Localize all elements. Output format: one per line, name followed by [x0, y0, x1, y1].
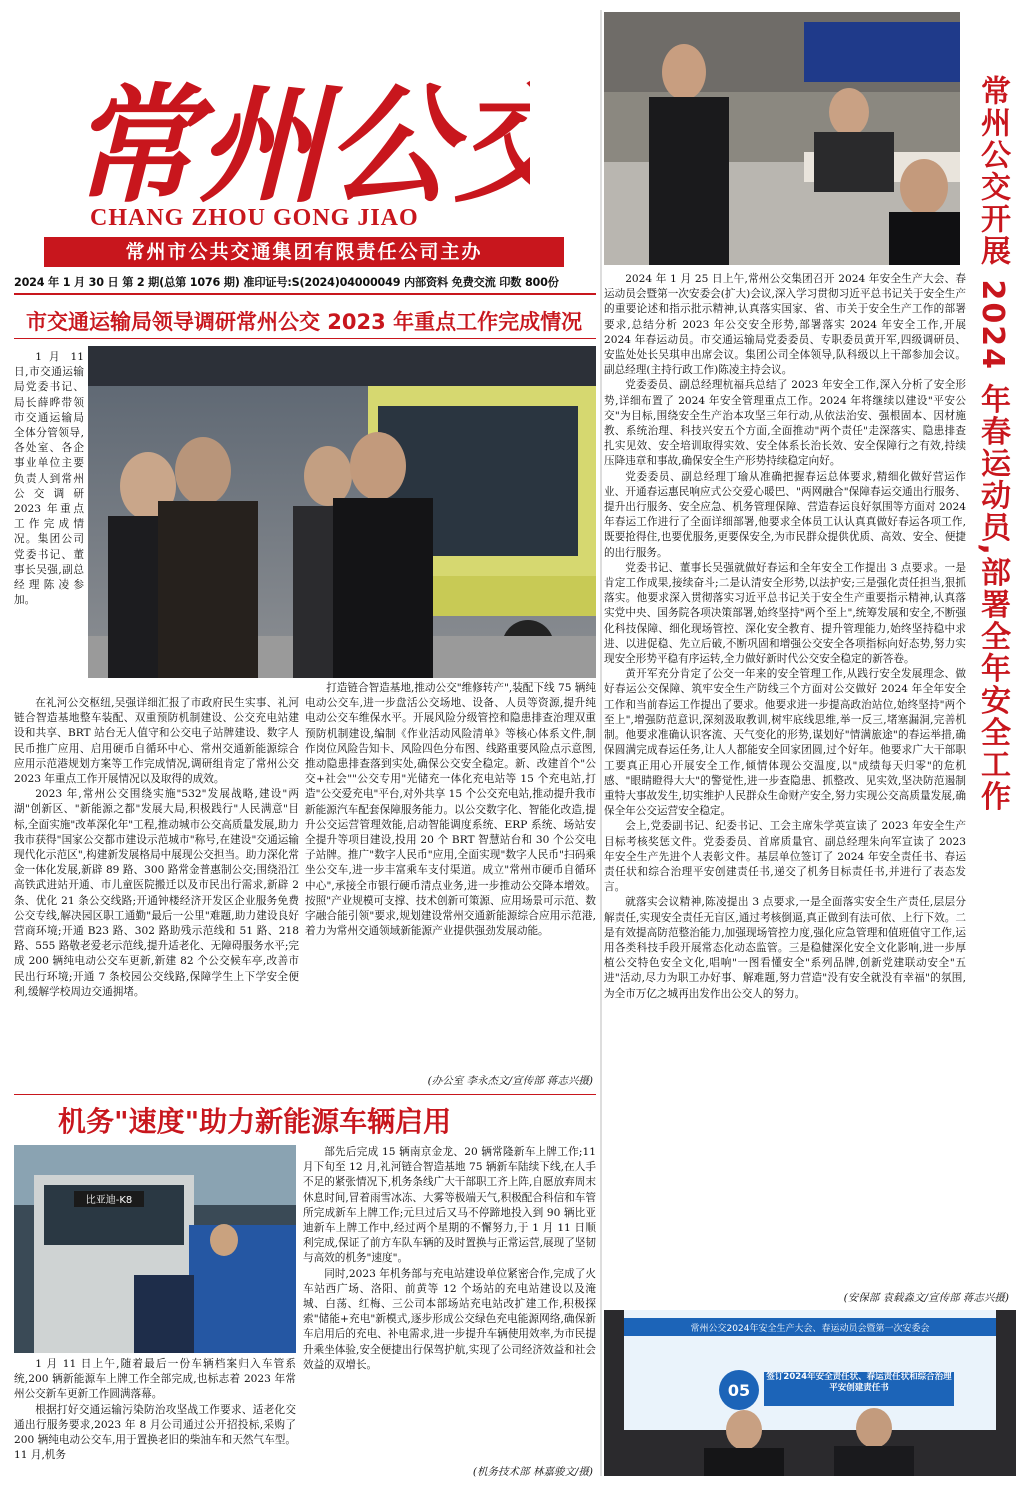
- article1-col1-p1: 在礼河公交枢纽,吴强详细汇报了市政府民生实事、礼河链合智造基地整车装配、双重预防机制建设、公交充电站建设和共享、BRT 站台无人值守和公交电子站牌建设、数字人民币推广应用、启用硬币自循环中心、常州交通新能源综合应用示范港规划方案等工作完成情况,调研组肯定了常州公交 2023 年重点工作开展情况以及取得的成效。: [14, 697, 299, 786]
- article2-col2-p1: 部先后完成 15 辆南京金龙、20 辆常隆新车上牌工作;11 月下旬至 12 月,礼河链合智造基地 75 辆新车陆续下线,在人手不足的紧张情况下,机务条线广大干部职工齐上阵,自愿放弃周末休息时间,冒着雨雪冰冻、大雾等极端天气,积极配合科信和车管所完成新车上牌工作;元旦过后又马不停蹄地投入到 90 辆比亚迪新车上牌工作中,经过两个星期的不懈努力,于 1 月 11 日顺利完成,保证了前方车队车辆的及时置换与正常运营,展现了坚韧与高效的机务"速度"。: [303, 1146, 596, 1265]
- article3-p1: 2024 年 1 月 25 日上午,常州公交集团召开 2024 年安全生产大会、春运动员会暨第一次安委会(扩大)会议,深入学习贯彻习近平总书记关于安全生产的重要论述和指示批示精神,认真落实国家、省、市关于安全生产工作的部署要求,总结分析 2023 年公交安全形势,部署落实 2024 年安全工作,开展 2024 年春运动员。市交通运输局党委委员、专职委员黄开军,四级调研员、安监处处长吴琪申出席会议。集团公司全体领导,队科级以上干部参加会议。副总经理(主持行政工作)陈凌主持会议。: [604, 273, 966, 377]
- article1-col2-p1: 打造链合智造基地,推动公交"维修转产",装配下线 75 辆纯电动公交车,进一步盘活公交场地、设备、人员等资源,提升纯电动公交车维保水平。开展风险分级管控和隐患排查治理双重预防机制建设,编制《作业活动风险清单》等核心体系文件,制作岗位风险告知卡、风险四色分布图、线路重要风险点示意图,推动隐患排查落到实处,确保公交安全稳定。新、改建首个"公交+社会""公交专用"光储充一体化充电站等 15 个充电站,打造"公交爱充电"平台,对外共享 15 个公交充电站,推动提升我市新能源汽车配套保障服务能力。以公交数字化、智能化改造,提升公交运营管理效能,启动智能调度系统、ERP 系统、场站安全提升等项目建设,投用 20 个 BRT 智慧站台和 30 个公交电子站牌。推广"数字人民币"应用,全面实现"数字人民币"扫码乘坐公交车,进一步丰富乘车支付渠道。成立"常州市硬币自循环中心",承接全市银行硬币清点业务,进一步推动公交降本增效。按照"产业规模可支撑、技术创新可策源、应用场景可示范、数字融合能引领"要求,规划建设常州交通新能源综合应用示范港,着力为常州交通领域新能源产业提供强劲发展动能。: [305, 682, 596, 938]
- article3-p4: 党委书记、董事长吴强就做好春运和全年安全工作提出 3 点要求。一是肯定工作成果,接续奋斗;二是认清安全形势,以法护安;三是强化责任担当,狠抓落实。他要求深入贯彻落实习近平总书记关于安全生产重要指示精神,认真落实党中央、国务院各项决策部署,始终坚持"两个至上",统筹发展和安全,不断强化科技保障、细化现场管控、深化安全教育、提升管理能力,始终坚持稳中求进、以进促稳、先立后破,不断巩固和增强公交安全各项指标向好态势,努力实现安全形势平稳有序运转,全力做好新时代公交安全稳定的新答卷。: [604, 561, 966, 666]
- article3-body: [604, 272, 966, 1282]
- publisher-banner: 常州市公共交通集团有限责任公司主办: [44, 237, 564, 267]
- masthead-pinyin: CHANG ZHOU GONG JIAO: [90, 205, 419, 231]
- article1-col1-p2: 2023 年,常州公交围绕实施"532"发展战略,建设"两湖"创新区、"新能源之都"发展大局,积极践行"人民满意"目标,全面实施"改革深化年"工程,推动城市公交高质量发展,助力我市获得"国家公交都市建设示范城市"称号,在建设"交通运输现代化示范区",构建新发展格局中展现公交担当。助力深化常金一体化发展,新辟 89 路、300 路常金普惠制公交;围绕沿江高铁武进站开通、市儿童医院搬迁以及市民出行需求,新辟 2 条、优化 21 条公交线路;开通钟楼经济开发区企业服务免费公交专线,解决园区职工通勤"最后一公里"难题,助力建设良好营商环境;开通 B23 路、302 路助残示范线和 51 路、218 路、555 路敬老爱老示范线,提升适老化、无障碍服务水平;完成 200 辆纯电动公交车更新,新建 82 个公交候车亭,改善市民出行环境;开通 7 条校园公交线路,保障学生上下学安全便利,缓解学校周边交通拥堵。: [14, 788, 299, 998]
- bus-sign: 比亚迪-K8: [85, 1195, 133, 1206]
- article2-col2: [303, 1145, 596, 1462]
- article3-photo-bottom: [604, 1310, 1016, 1476]
- article3-p2: 党委委员、副总经理杭福兵总结了 2023 年安全工作,深入分析了安全形势,详细布置了 2024 年安全管理重点工作。2024 年将继续以建设"平安公交"为目标,围绕安全生产治本攻坚三年行动,从依法治安、强根固本、因材施教、系统治理、科技兴安五个方面,全面推动"两个责任"走深落实、隐患排查扎实见效、安全培训取得实效、安全体系长治长效、安全保障行之有效,持续压降违章和事故,确保安全生产形势持续稳定向好。: [604, 379, 966, 468]
- article3-photo-top: [604, 12, 960, 265]
- masthead-title: 常州公: [70, 71, 455, 220]
- photo-number: 05: [727, 1381, 751, 1400]
- article1-photo: [88, 346, 596, 678]
- article2-col2-p2: 同时,2023 年机务部与充电站建设单位紧密合作,完成了火车站西广场、洛阳、前黄等 12 个场站的充电站建设以及淹城、白荡、红梅、三公司本部场站充电站改扩建工作,积极探索"储能+充电"新模式,逐步形成公交绿色充电能源网络,确保新车启用后的充电、补电需求,进一步提升车辆使用效率,为市民提升乘坐体验,安全便捷出行保驾护航,实现了公司经济效益和社会效益的双增长。: [303, 1267, 596, 1371]
- article3-headline: 常州公交开展 2024 年春运动员,部署全年安全工作: [975, 75, 1010, 813]
- article3-p3: 党委委员、副总经理丁瑜从准确把握春运总体要求,精细化做好营运作业、开通春运惠民响应式公交爱心暖巴、"两网融合"保障春运交通出行服务、提升出行服务、安全应急、机务管理保障、营造春运良好氛围等方面对 2024 年春运工作进行了全面详细部署,他要求全体员工认认真真做好春运各项工作,既要抢得住,也要优服务,更要保安全,为市民群众提供优质、高效、安全、便捷的出行服务。: [604, 470, 966, 559]
- column-divider: [600, 10, 602, 1476]
- article2-headline: 机务"速度"助力新能源车辆启用: [58, 1105, 452, 1138]
- article3-credit: (安保部 袁载淼文/宣传部 蒋志兴摄): [843, 1292, 1009, 1304]
- article2-col1: [14, 1357, 296, 1477]
- photo-caption: 签订2024年安全责任状、春运责任状和综合治理平安创建责任书: [766, 1372, 952, 1393]
- article1-rule: [14, 338, 596, 339]
- article2-col1-p1: 1 月 11 日上午,随着最后一份车辆档案归入车管系统,200 辆新能源车上牌工作全部完成,也标志着 2023 年常州公交新车更新工作圆满落幕。: [14, 1358, 296, 1401]
- masthead-rule: [14, 293, 596, 295]
- article1-credit: (办公室 李永杰文/宣传部 蒋志兴摄): [427, 1075, 593, 1087]
- article2-credit: (机务技术部 林嘉骏文/摄): [472, 1466, 593, 1478]
- masthead-calligraphy-logo: [70, 40, 530, 220]
- article2-col1-p2: 根据打好交通运输污染防治攻坚战工作要求、适老化交通出行服务要求,2023 年 8 月公司通过公开招投标,采购了 200 辆纯电动公交车,用于置换老旧的柴油车和天然气车型。11 月,机务: [14, 1403, 296, 1462]
- article3-p7: 就落实会议精神,陈凌提出 3 点要求,一是全面落实安全生产责任,层层分解责任,实现安全责任无盲区,通过考核倒逼,真正做到有法可依、上行下效。二是有效提高防范整治能力,加强现场管控力度,强化应急管理和值班值守工作,运用各类科技手段开展常态化动态监管。三是稳健深化安全文化影响,进一步厚植公交特色安全文化,唱响"一图看懂安全"系列品牌,创新党建联动安全"五进"活动,尽力为职工办好事、解难题,努力营造"没有安全就没有幸福"的氛围,为全市万亿之城再出发作出公交人的努力。: [604, 896, 966, 1000]
- article3-p6: 会上,党委副书记、纪委书记、工会主席朱学英宣读了 2023 年安全生产目标考核奖惩文件。党委委员、首席质量官、副总经理朱向军宣读了 2023 年安全生产先进个人表彰文件。基层单位签订了 2024 年安全责任书、春运责任状和综合治理平安创建责任书,递交了机务目标责任书,并进行了表态发言。: [604, 820, 966, 894]
- article3-p5: 黄开军充分肯定了公交一年来的安全管理工作,从践行安全发展理念、做好春运公交保障、筑牢安全生产防线三个方面对公交做好 2024 年全年安全工作和当前春运工作提出了要求。他要求进一步提高政治站位,始终坚持"两个至上",增强防范意识,深刻汲取教训,树牢底线思维,举一反三,堵塞漏洞,完善机制。他要求准确认识客流、天气变化的形势,谋划好"情满旅途"的春运举措,确保圆满完成春运任务,让人人都能安全回家团圆,过个好年。他要求广大干部职工要真正用心开展安全工作,倾情体现公交温度,以"成绩每天归零"的危机感、"眼睛瞪得大大"的警觉性,进一步查隐患、抓整改、见实效,坚决防范遏制重特大事故发生,切实维护人民群众生命财产安全,努力实现公交高质量发展,确保全年公交运营安全稳定。: [604, 668, 966, 818]
- article1-col2: [305, 681, 596, 1069]
- article2-photo: [14, 1145, 296, 1353]
- article2-rule: [14, 1094, 596, 1095]
- article1-lead-text: 1 月 11 日,市交通运输局党委书记、局长薛晔带领市交通运输局全体分管领导,各处室、各企事业单位主要负责人到常州公交调研 2023 年重点工作完成情况。集团公司党委书记、董事长吴强,副总经理陈凌参加。: [14, 351, 84, 607]
- article1-col1: [14, 696, 299, 1061]
- article1-lead: [14, 350, 84, 695]
- article1-headline: 市交通运输局领导调研常州公交 2023 年重点工作完成情况: [26, 310, 583, 334]
- photo-banner-text: 常州公交2024年安全生产大会、春运动员会暨第一次安委会: [690, 1324, 930, 1334]
- issue-line: 2024 年 1 月 30 日 第 2 期(总第 1076 期) 准印证号:S(2024)04000049 内部资料 免费交流 印数 800份: [14, 276, 559, 289]
